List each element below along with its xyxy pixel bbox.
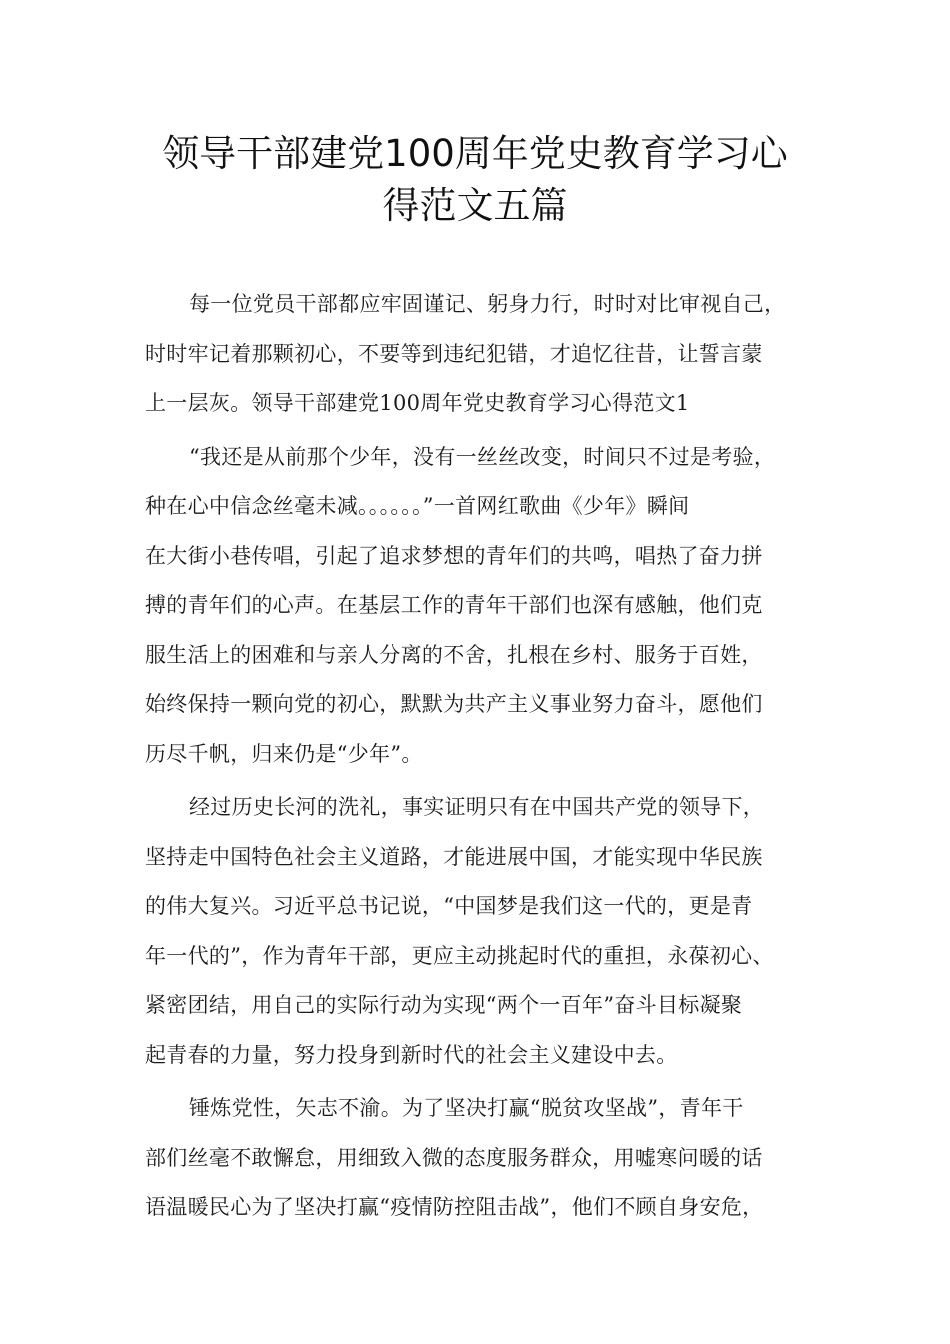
paragraph-line: 语温暖民心为了坚决打赢“疫情防控阻击战”，他们不顾自身安危， xyxy=(145,1195,764,1219)
paragraph-line: “我还是从前那个少年，没有一丝丝改变，时间只不过是考验， xyxy=(189,444,776,469)
document-title xyxy=(120,128,830,232)
paragraph-2 xyxy=(145,433,825,780)
paragraph-line: 在大街小巷传唱，引起了追求梦想的青年们的共鸣，唱热了奋力拼 xyxy=(145,543,763,568)
paragraph-line: 服生活上的困难和与亲人分离的不舍，扎根在乡村、服务于百姓， xyxy=(145,642,763,667)
paragraph-4 xyxy=(145,1084,825,1233)
paragraph-line: 紧密团结，用自己的实际行动为实现“两个一百年”奋斗目标凝聚 xyxy=(145,993,743,1017)
paragraph-line: 部们丝毫不敢懈怠，用细致入微的态度服务群众，用嘘寒问暖的话 xyxy=(145,1145,763,1170)
paragraph-line: 年一代的”，作为青年干部，更应主动挑起时代的重担，永葆初心、 xyxy=(145,943,774,968)
paragraph-line: 种在心中信念丝毫未减。。。。。。”一首网红歌曲《少年》瞬间 xyxy=(145,494,690,518)
paragraph-line: 时时牢记着那颗初心，不要等到违纪犯错，才追忆往昔，让誓言蒙 xyxy=(145,341,763,366)
paragraph-line: 上一层灰。领导干部建党100周年党史教育学习心得范文1 xyxy=(145,391,690,415)
paragraph-line: 始终保持一颗向党的初心，默默为共产主义事业努力奋斗，愿他们 xyxy=(145,692,763,716)
paragraph-line: 搏的青年们的心声。在基层工作的青年干部们也深有感触，他们克 xyxy=(145,593,763,617)
document-body xyxy=(145,280,825,1237)
paragraph-line: 起青春的力量，努力投身到新时代的社会主义建设中去。 xyxy=(145,1042,678,1067)
paragraph-3 xyxy=(145,783,825,1080)
paragraph-line: 经过历史长河的洗礼，事实证明只有在中国共产党的领导下， xyxy=(189,795,765,819)
paragraph-line: 历尽千帆，归来仍是“少年”。 xyxy=(145,741,423,766)
paragraph-line: 锤炼党性，矢志不渝。为了坚决打赢“脱贫攻坚战”，青年干 xyxy=(189,1096,744,1120)
title-line-2: 得范文五篇 xyxy=(382,184,568,227)
paragraph-line: 坚持走中国特色社会主义道路，才能进展中国，才能实现中华民族 xyxy=(145,844,763,869)
paragraph-line: 每一位党员干部都应牢固谨记、躬身力行，时时对比审视自己， xyxy=(189,292,786,316)
paragraph-line: 的伟大复兴。习近平总书记说，“中国梦是我们这一代的，更是青 xyxy=(145,894,753,918)
paragraph-1 xyxy=(145,280,825,429)
title-line-1: 领导干部建党100周年党史教育学习心 xyxy=(162,132,788,175)
